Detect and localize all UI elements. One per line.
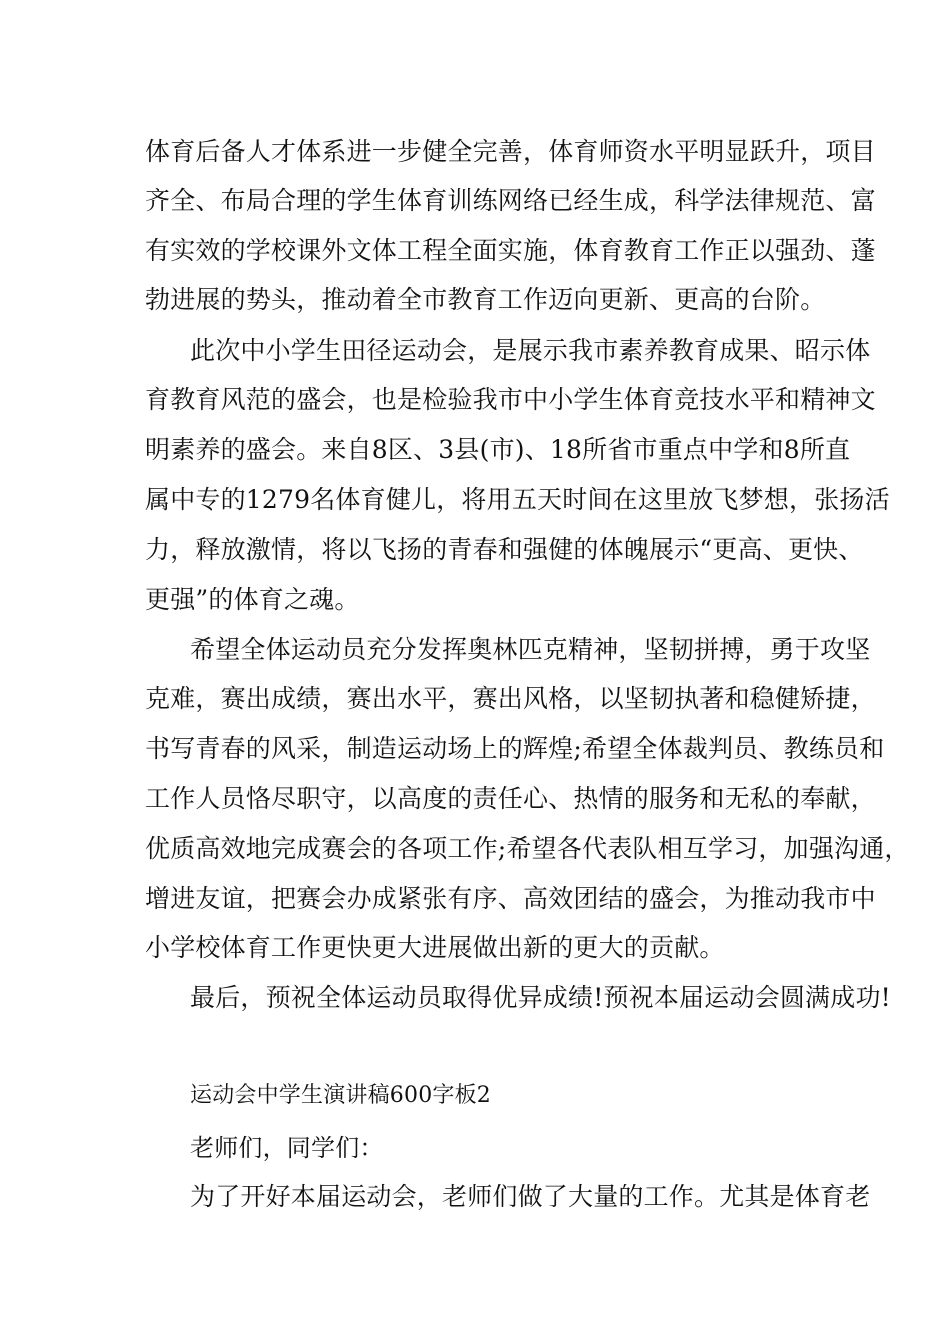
text-line: 优质高效地完成赛会的各项工作;希望各代表队相互学习，加强沟通， xyxy=(145,834,910,863)
text-line: 工作人员恪尽职守，以高度的责任心、热情的服务和无私的奉献， xyxy=(145,784,876,813)
salutation: 老师们，同学们： xyxy=(190,1134,384,1162)
text-line: 为了开好本届运动会，老师们做了大量的工作。尤其是体育老 xyxy=(190,1182,871,1211)
text-line: 克难，赛出成绩，赛出水平，赛出风格，以坚韧执著和稳健矫捷， xyxy=(145,684,876,713)
text-line: 此次中小学生田径运动会，是展示我市素养教育成果、昭示体 xyxy=(190,336,871,365)
text-line: 齐全、布局合理的学生体育训练网络已经生成，科学法律规范、富 xyxy=(145,186,876,215)
text-line: 有实效的学校课外文体工程全面实施，体育教育工作正以强劲、蓬 xyxy=(145,236,876,265)
text-line: 育教育风范的盛会，也是检验我市中小学生体育竞技水平和精神文 xyxy=(145,385,876,414)
section-title: 运动会中学生演讲稿600字板2 xyxy=(190,1083,491,1108)
text-line: 更强”的体育之魂。 xyxy=(145,585,360,614)
text-line: 书写青春的风采，制造运动场上的辉煌;希望全体裁判员、教练员和 xyxy=(145,734,885,763)
text-line: 最后，预祝全体运动员取得优异成绩!预祝本届运动会圆满成功! xyxy=(190,983,891,1012)
text-line: 明素养的盛会。来自8区、3县(市)、18所省市重点中学和8所直 xyxy=(145,435,851,464)
text-line: 小学校体育工作更快更大进展做出新的更大的贡献。 xyxy=(145,933,725,962)
text-line: 体育后备人才体系进一步健全完善，体育师资水平明显跃升，项目 xyxy=(145,137,876,166)
text-line: 力，释放激情，将以飞扬的青春和强健的体魄展示“更高、更快、 xyxy=(145,535,864,564)
text-line: 属中专的1279名体育健儿，将用五天时间在这里放飞梦想，张扬活 xyxy=(145,485,890,514)
text-line: 勃进展的势头，推动着全市教育工作迈向更新、更高的台阶。 xyxy=(145,285,826,314)
text-line: 希望全体运动员充分发挥奥林匹克精神，坚韧拼搏，勇于攻坚 xyxy=(190,635,871,664)
text-line: 增进友谊，把赛会办成紧张有序、高效团结的盛会，为推动我市中 xyxy=(145,884,876,913)
